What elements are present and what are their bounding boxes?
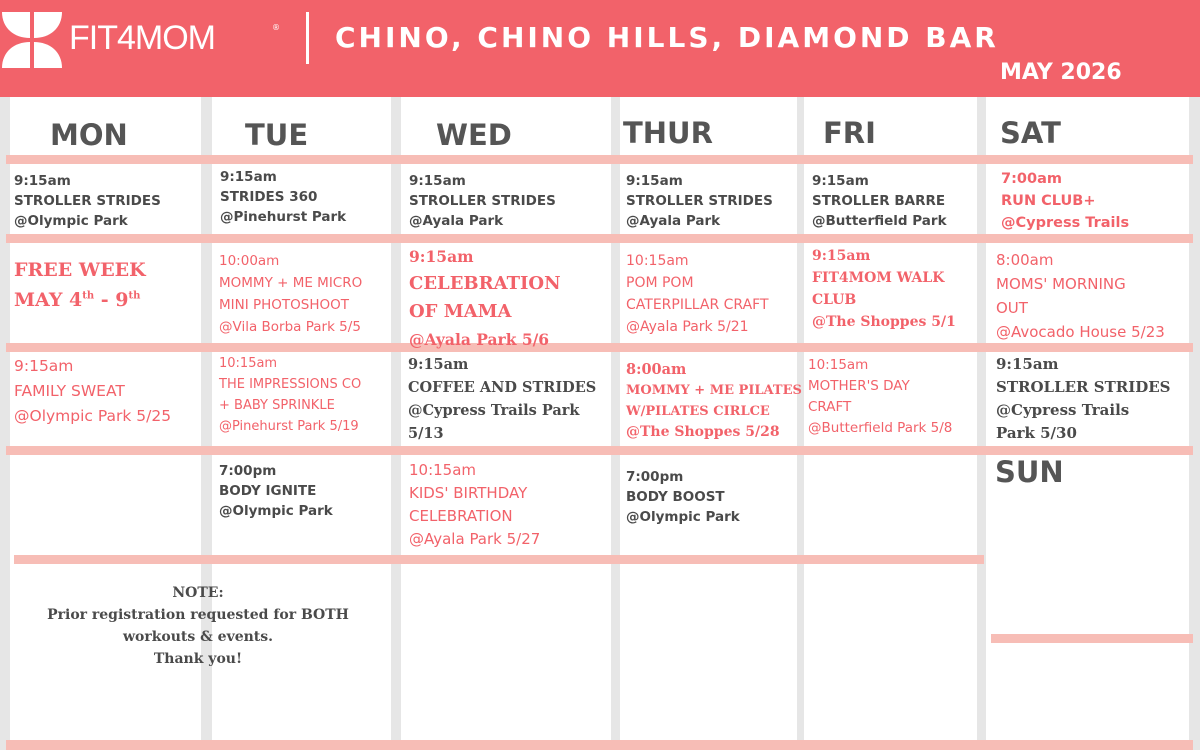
- event-title: MOTHER'S DAY: [808, 378, 910, 394]
- event-title: W/PILATES CIRLCE: [626, 404, 770, 419]
- event-time: 10:15am: [409, 461, 477, 479]
- registered-mark: ®: [272, 23, 280, 32]
- event-wed-3: [408, 353, 596, 445]
- free-week-dates: MAY 4th - 9th: [14, 289, 141, 311]
- event-location: @Olympic Park: [626, 509, 740, 525]
- event-title: CATERPILLAR CRAFT: [626, 297, 769, 313]
- event-title: KIDS' BIRTHDAY: [409, 484, 528, 502]
- event-title: MOMMY + ME MICRO: [219, 275, 363, 291]
- registration-note: [20, 582, 376, 670]
- event-time: 8:00am: [626, 361, 687, 378]
- event-time: 10:15am: [808, 357, 869, 373]
- event-title: FIT4MOM WALK: [812, 270, 945, 286]
- event-title: CELEBRATION: [409, 507, 513, 525]
- event-location: @Olympic Park 5/25: [14, 407, 172, 425]
- brand-logo-text: FIT4MOM: [69, 19, 215, 57]
- event-title: CLUB: [812, 292, 857, 308]
- row-divider-bottom: [6, 740, 1193, 750]
- header-divider: [306, 12, 309, 64]
- event-wed-4: [409, 459, 540, 551]
- event-title: THE IMPRESSIONS CO: [219, 377, 362, 392]
- day-header-sat: SAT: [1000, 116, 1061, 150]
- event-time: 8:00am: [996, 251, 1054, 269]
- event-location: @Ayala Park 5/21: [626, 319, 749, 335]
- event-location: 5/13: [408, 425, 444, 442]
- event-time: 10:15am: [626, 253, 689, 269]
- event-thu-1: [626, 171, 773, 231]
- event-location: @Ayala Park 5/6: [409, 330, 550, 349]
- event-time: 9:15am: [220, 169, 277, 185]
- event-title: MOMMY + ME PILATES: [626, 383, 802, 398]
- event-mon-2: [14, 255, 146, 315]
- event-title: POM POM: [626, 275, 694, 291]
- fit4mom-logo-icon: [0, 8, 64, 70]
- event-mon-3: [14, 354, 171, 429]
- event-time: 9:15am: [812, 173, 869, 189]
- event-location: @The Shoppes 5/1: [812, 314, 956, 330]
- event-location: @Olympic Park: [219, 503, 333, 519]
- event-time: 7:00pm: [626, 469, 684, 485]
- event-location: @Butterfield Park: [812, 213, 947, 229]
- event-time: 7:00am: [1001, 171, 1062, 187]
- event-tue-3: [219, 353, 361, 437]
- event-location: @Ayala Park: [626, 213, 721, 229]
- day-header-sun: SUN: [995, 455, 1064, 489]
- day-header-thu: THUR: [623, 116, 713, 150]
- event-tue-1: [220, 167, 346, 227]
- event-time: 9:15am: [626, 173, 683, 189]
- event-wed-2: [409, 244, 561, 354]
- event-sat-3: [996, 353, 1171, 445]
- event-thu-3: [626, 359, 802, 443]
- event-time: 7:00pm: [219, 463, 277, 479]
- event-sat-1: [1001, 168, 1129, 234]
- event-title: STROLLER BARRE: [812, 193, 946, 209]
- event-title: CELEBRATION: [409, 273, 561, 294]
- free-week-label: FREE WEEK: [14, 259, 146, 281]
- event-location: @The Shoppes 5/28: [626, 424, 780, 440]
- event-title: STRIDES 360: [220, 189, 318, 205]
- event-time: 10:15am: [219, 356, 278, 371]
- event-title: BODY BOOST: [626, 489, 725, 505]
- event-title: COFFEE AND STRIDES: [408, 379, 597, 396]
- event-title: FAMILY SWEAT: [14, 382, 125, 400]
- event-location: @Ayala Park 5/27: [409, 530, 541, 548]
- row-divider-1: [6, 155, 1193, 164]
- day-header-fri: FRI: [823, 116, 876, 150]
- day-header-mon: MON: [50, 118, 128, 152]
- event-location: Park 5/30: [996, 424, 1077, 442]
- note-line: Thank you!: [153, 651, 243, 667]
- event-title: OUT: [996, 299, 1028, 317]
- event-location: @Olympic Park: [14, 213, 128, 229]
- event-location: @Butterfield Park 5/8: [808, 420, 953, 436]
- event-time: 9:15am: [996, 355, 1059, 373]
- event-wed-1: [409, 171, 556, 231]
- event-thu-4: [626, 467, 740, 527]
- event-time: 9:15am: [14, 173, 71, 189]
- row-divider-5: [14, 555, 984, 564]
- note-heading: NOTE:: [172, 585, 224, 601]
- event-title: STROLLER STRIDES: [14, 193, 161, 209]
- event-sat-2: [996, 248, 1165, 344]
- event-location: @Vila Borba Park 5/5: [219, 319, 361, 335]
- event-location: @Avocado House 5/23: [996, 323, 1165, 341]
- event-title: OF MAMA: [409, 301, 512, 322]
- event-location: @Cypress Trails: [1001, 215, 1130, 231]
- event-location: @Ayala Park: [409, 213, 504, 229]
- row-divider-3: [6, 343, 1193, 352]
- event-fri-2: [812, 245, 956, 333]
- day-header-tue: TUE: [245, 118, 309, 152]
- event-title: STROLLER STRIDES: [409, 193, 556, 209]
- event-time: 10:00am: [219, 253, 280, 269]
- note-line: Prior registration requested for BOTH: [47, 607, 349, 623]
- row-divider-sat: [991, 634, 1193, 643]
- month-label: MAY 2026: [1000, 60, 1122, 85]
- event-fri-3: [808, 355, 952, 439]
- event-tue-4: [219, 461, 333, 521]
- row-divider-2: [6, 234, 1193, 243]
- event-time: 9:15am: [14, 357, 74, 375]
- note-line: workouts & events.: [122, 629, 274, 645]
- event-time: 9:15am: [408, 356, 469, 373]
- event-title: CRAFT: [808, 399, 852, 415]
- event-title: STROLLER STRIDES: [996, 378, 1171, 396]
- event-time: 9:15am: [409, 173, 466, 189]
- day-header-wed: WED: [436, 118, 512, 152]
- event-title: BODY IGNITE: [219, 483, 317, 499]
- event-fri-1: [812, 171, 947, 231]
- event-location: @Pinehurst Park: [220, 209, 347, 225]
- header-banner: [0, 0, 1200, 97]
- event-time: 9:15am: [409, 247, 474, 266]
- event-tue-2: [219, 250, 362, 338]
- event-thu-2: [626, 250, 769, 338]
- event-title: + BABY SPRINKLE: [219, 398, 335, 413]
- event-mon-1: [14, 171, 161, 231]
- event-title: RUN CLUB+: [1001, 193, 1096, 209]
- event-title: STROLLER STRIDES: [626, 193, 773, 209]
- event-title: MINI PHOTOSHOOT: [219, 297, 350, 313]
- event-location: @Cypress Trails Park: [408, 402, 580, 419]
- row-divider-4: [6, 446, 1193, 455]
- event-title: MOMS' MORNING: [996, 275, 1126, 293]
- event-time: 9:15am: [812, 248, 871, 264]
- event-location: @Cypress Trails: [996, 401, 1130, 419]
- location-title: CHINO, CHINO HILLS, DIAMOND BAR: [335, 21, 999, 54]
- event-location: @Pinehurst Park 5/19: [219, 419, 359, 434]
